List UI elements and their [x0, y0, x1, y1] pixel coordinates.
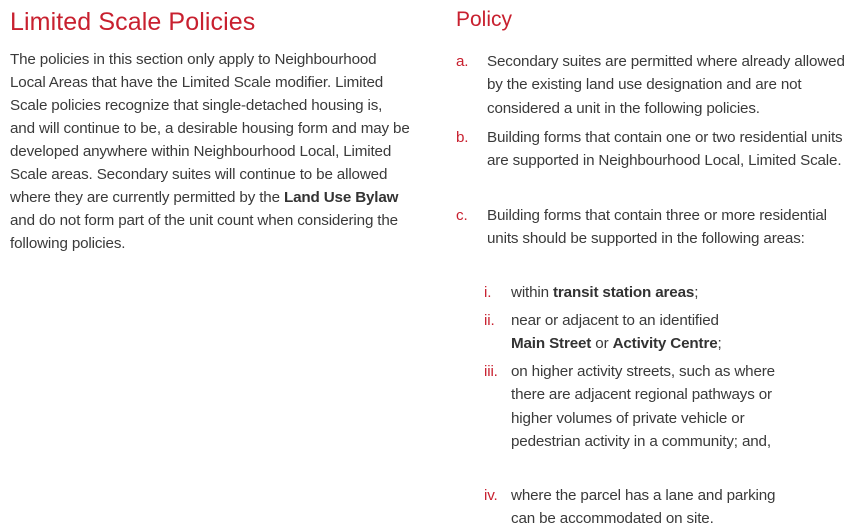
- policy-item-b: [456, 126, 848, 173]
- subpolicy-text-ii: [511, 309, 751, 356]
- policy-item-a: [456, 50, 848, 120]
- main-street-term: Main Street: [511, 335, 592, 353]
- subpolicy-text-i-pre: within: [511, 284, 553, 301]
- activity-centre-term: Activity Centre: [612, 335, 718, 353]
- policy-text-c: Building forms that contain three or more residential units should be supported in the following areas:: [487, 207, 827, 248]
- subpolicy-marker-iv: iv.: [484, 487, 498, 504]
- policy-marker-b: b.: [456, 129, 469, 146]
- limited-scale-intro-section: [10, 6, 410, 270]
- policy-item-c: [456, 204, 848, 251]
- intro-text-part1: The policies in this section only apply to Neighbourhood Local Areas that have the Limited Scale modifier. Limited Scale policies recognize that single-detached housing is, and will continue to be, a desirable housing form and may be developed anywhere within Neighbourhood Local, Limited Scale areas. Secondary suites will continue to be allowed where they are currently permitted by the: [10, 51, 410, 206]
- intro-text-part2: and do not form part of the unit count when considering the following policies.: [10, 212, 398, 252]
- subpolicy-text-iii: on higher activity streets, such as where there are adjacent regional pathways or higher volumes of private vehicle or pedestrian activity in a community; and,: [511, 363, 775, 450]
- policy-marker-c: c.: [456, 207, 468, 224]
- subpolicy-marker-ii: ii.: [484, 312, 495, 329]
- subpolicy-text-ii-mid: or: [591, 335, 613, 353]
- land-use-bylaw-term: Land Use Bylaw: [283, 189, 399, 206]
- subpolicy-item-i: [484, 281, 814, 304]
- policy-text-b: Building forms that contain one or two residential units are supported in Neighbourhood Local, Limited Scale.: [487, 129, 843, 170]
- subpolicy-text-i: [511, 281, 814, 304]
- subpolicy-item-iv: [484, 484, 814, 531]
- subpolicy-item-ii: [484, 309, 814, 356]
- subpolicy-text-iv: where the parcel has a lane and parking can be accommodated on site.: [511, 487, 776, 528]
- policy-marker-a: a.: [456, 53, 469, 70]
- subpolicy-text-ii-pre: near or adjacent to an identified: [511, 312, 719, 329]
- policy-heading: Policy: [456, 8, 513, 31]
- subpolicy-text-i-post: ;: [694, 284, 699, 301]
- subpolicy-marker-iii: iii.: [484, 363, 498, 380]
- transit-station-areas-term: transit station areas: [553, 284, 695, 301]
- policy-section: [456, 6, 848, 528]
- subpolicy-item-iii: [484, 360, 814, 453]
- subpolicy-marker-i: i.: [484, 284, 492, 301]
- section-title: Limited Scale Policies: [10, 8, 256, 36]
- intro-paragraph: [10, 48, 410, 255]
- subpolicy-text-ii-post: ;: [717, 335, 722, 353]
- policy-text-a: Secondary suites are permitted where already allowed by the existing land use designation and are not considered a unit in the following policies.: [487, 53, 845, 117]
